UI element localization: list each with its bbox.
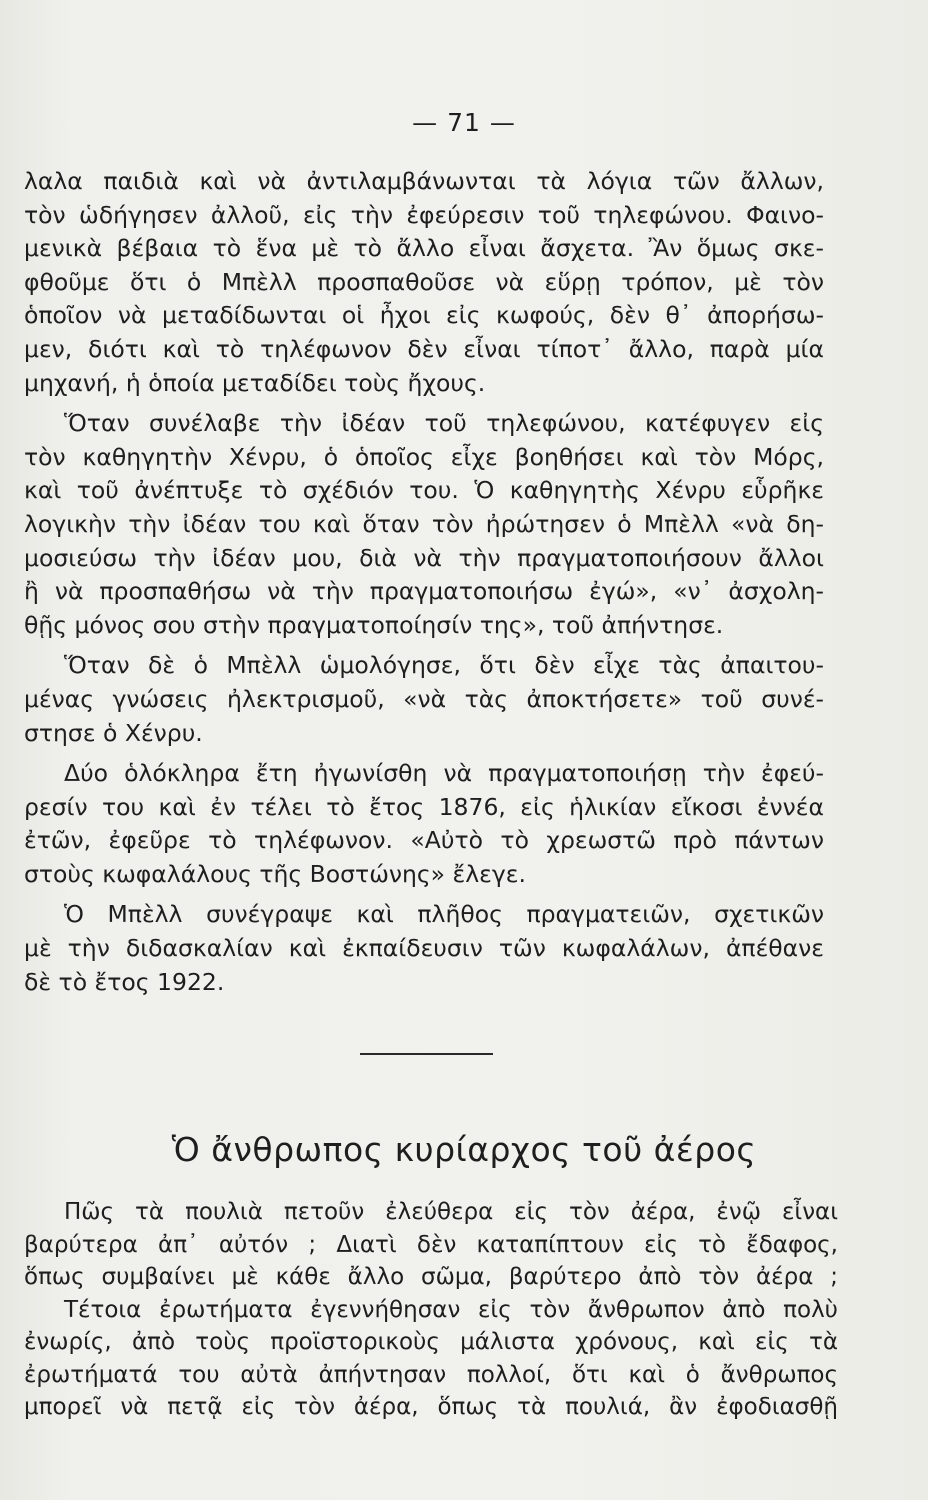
text-line: φθοῦμε ὅτι ὁ Μπὲλλ προσπαθοῦσε νὰ εὕρῃ τρόπον, μὲ τὸν bbox=[24, 267, 824, 296]
text-line: ρεσίν του καὶ ἐν τέλει τὸ ἔτος 1876, εἰς ἡλικίαν εἴκοσι ἐννέα bbox=[24, 792, 824, 821]
text-line: Δύο ὁλόκληρα ἔτη ἠγωνίσθη νὰ πραγματοποιήσῃ τὴν ἐφεύ- bbox=[64, 759, 824, 788]
paragraph bbox=[24, 757, 824, 891]
section-text bbox=[24, 1196, 838, 1424]
text-line: λαλα παιδιὰ καὶ νὰ ἀντιλαμβάνωνται τὰ λόγια τῶν ἄλλων, bbox=[24, 167, 824, 195]
paragraph bbox=[24, 165, 824, 400]
main-text bbox=[24, 165, 824, 999]
text-line: ἐνωρίς, ἀπὸ τοὺς προϊστορικοὺς μάλιστα χρόνους, καὶ εἰς τὰ bbox=[24, 1329, 838, 1355]
text-line: ἢ νὰ προσπαθήσω νὰ τὴν πραγματοποιήσω ἐγώ», «ν᾽ ἀσχολη- bbox=[24, 577, 824, 606]
page-number: — 71 — bbox=[412, 108, 516, 137]
text-line: μεν, διότι καὶ τὸ τηλέφωνον δὲν εἶναι τίποτ᾽ ἄλλο, παρὰ μία bbox=[24, 334, 824, 363]
text-line: ὅπως συμβαίνει μὲ κάθε ἄλλο σῶμα, βαρύτερο ἀπὸ τὸν ἀέρα ; bbox=[24, 1264, 838, 1290]
text-line: Ὅταν συνέλαβε τὴν ἰδέαν τοῦ τηλεφώνου, κατέφυγεν εἰς bbox=[64, 409, 824, 438]
text-line: Ὅταν δὲ ὁ Μπὲλλ ὡμολόγησε, ὅτι δὲν εἶχε τὰς ἀπαιτου- bbox=[64, 651, 824, 680]
text-line: βαρύτερα ἀπ᾽ αὐτόν ; Διατὶ δὲν καταπίπτουν εἰς τὸ ἔδαφος, bbox=[24, 1231, 838, 1258]
paragraph bbox=[24, 649, 824, 750]
text-line: λογικὴν τὴν ἰδέαν του καὶ ὅταν τὸν ἠρώτησεν ὁ Μπὲλλ «νὰ δη- bbox=[24, 509, 824, 538]
text-line: θῇς μόνος σου στὴν πραγματοποίησίν της», τοῦ ἀπήντησε. bbox=[24, 610, 724, 639]
section-title: Ὁ ἄνθρωπος κυρίαρχος τοῦ ἀέρος bbox=[171, 1130, 757, 1169]
text-line: ὁποῖον νὰ μεταδίδωνται οἱ ἦχοι εἰς κωφούς, δὲν θ᾽ ἀπορήσω- bbox=[24, 301, 824, 330]
text-line: τὸν ὡδήγησεν ἀλλοῦ, εἰς τὴν ἐφεύρεσιν τοῦ τηλεφώνου. Φαινο- bbox=[24, 200, 824, 229]
text-line: στοὺς κωφαλάλους τῆς Βοστώνης» ἔλεγε. bbox=[24, 859, 526, 888]
text-line: Τέτοια ἐρωτήματα ἐγεννήθησαν εἰς τὸν ἄνθρωπον ἀπὸ πολὺ bbox=[64, 1296, 838, 1323]
text-line: μενικὰ βέβαια τὸ ἕνα μὲ τὸ ἄλλο εἶναι ἄσχετα. Ἂν ὅμως σκε- bbox=[24, 234, 824, 263]
section-divider bbox=[360, 1053, 493, 1055]
text-line: τὸν καθηγητὴν Χένρυ, ὁ ὁποῖος εἶχε βοηθήσει καὶ τὸν Μόρς, bbox=[24, 442, 824, 471]
text-line: μὲ τὴν διδασκαλίαν καὶ ἐκπαίδευσιν τῶν κωφαλάλων, ἀπέθανε bbox=[24, 934, 824, 963]
text-line: μένας γνώσεις ἠλεκτρισμοῦ, «νὰ τὰς ἀποκτήσετε» τοῦ συνέ- bbox=[24, 684, 824, 713]
paragraph bbox=[24, 898, 824, 999]
text-line: δὲ τὸ ἔτος 1922. bbox=[24, 967, 225, 996]
text-line: Ὁ Μπὲλλ συνέγραψε καὶ πλῆθος πραγματειῶν, σχετικῶν bbox=[64, 900, 824, 929]
text-line: μηχανή, ἡ ὁποία μεταδίδει τοὺς ἤχους. bbox=[24, 368, 486, 397]
text-line: ἐρωτήματά του αὐτὰ ἀπήντησαν πολλοί, ὅτι καὶ ὁ ἄνθρωπος bbox=[24, 1361, 838, 1388]
text-line: ἐτῶν, ἐφεῦρε τὸ τηλέφωνον. «Αὐτὸ τὸ χρεωστῶ πρὸ πάντων bbox=[24, 826, 824, 855]
paragraph bbox=[24, 1294, 838, 1424]
text-line: Πῶς τὰ πουλιὰ πετοῦν ἐλεύθερα εἰς τὸν ἀέρα, ἐνῷ εἶναι bbox=[64, 1199, 838, 1225]
paragraph bbox=[24, 1196, 838, 1294]
text-line: μπορεῖ νὰ πετᾷ εἰς τὸν ἀέρα, ὅπως τὰ πουλιά, ἂν ἐφοδιασθῇ bbox=[24, 1394, 838, 1420]
text-line: μοσιεύσω τὴν ἰδέαν μου, διὰ νὰ τὴν πραγματοποιήσουν ἄλλοι bbox=[24, 543, 824, 572]
text-line: στησε ὁ Χένρυ. bbox=[24, 718, 203, 747]
text-line: καὶ τοῦ ἀνέπτυξε τὸ σχέδιόν του. Ὁ καθηγητὴς Χένρυ εὗρῆκε bbox=[24, 476, 824, 505]
paragraph bbox=[24, 407, 824, 642]
